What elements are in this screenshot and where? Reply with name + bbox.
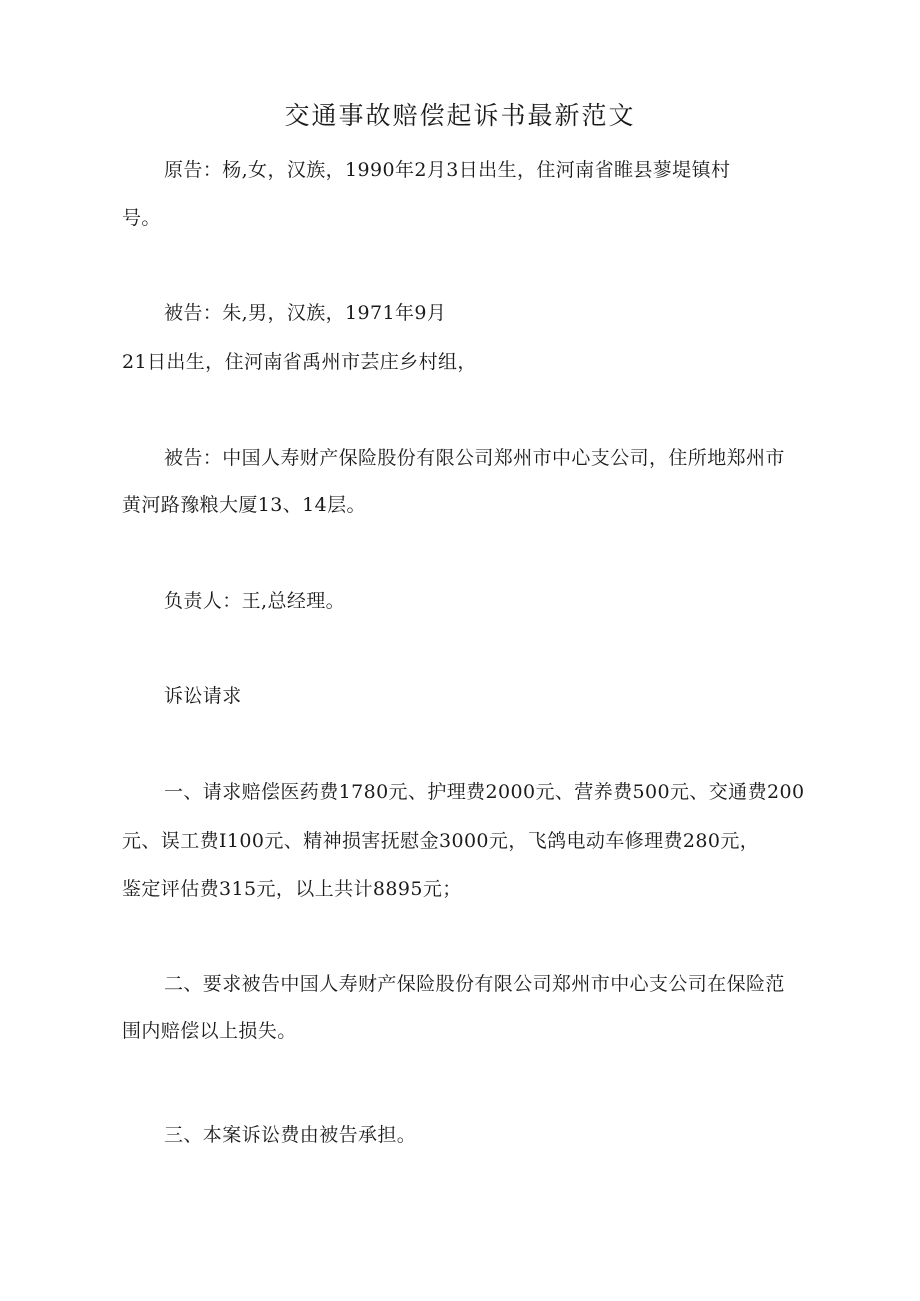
defendant-1-line-2: 21日出生，住河南省禹州市芸庄乡村组，	[122, 351, 477, 373]
defendant-2-line-1: 被告：中国人寿财产保险股份有限公司郑州市中心支公司，住所地郑州市	[164, 447, 785, 469]
claims-heading: 诉讼请求	[164, 685, 242, 707]
defendant-1-line-1: 被告：朱,男，汉族，1971年9月	[164, 302, 447, 324]
claim-2-line-2: 围内赔偿以上损失。	[122, 1020, 297, 1042]
claim-1-line-1: 一、请求赔偿医药费1780元、护理费2000元、营养费500元、交通费200	[164, 781, 805, 803]
plaintiff-line-2: 号。	[122, 207, 161, 229]
defendant-2-line-2: 黄河路豫粮大厦13、14层。	[122, 494, 366, 516]
claim-1-line-3: 鉴定评估费315元，以上共计8895元；	[122, 878, 462, 900]
claim-2-line-1: 二、要求被告中国人寿财产保险股份有限公司郑州市中心支公司在保险范	[164, 973, 785, 995]
responsible-person-line: 负责人：王,总经理。	[164, 590, 346, 612]
document-title: 交通事故赔偿起诉书最新范文	[284, 101, 636, 130]
claim-3-line: 三、本案诉讼费由被告承担。	[164, 1124, 417, 1146]
claim-1-line-2: 元、误工费I100元、精神损害抚慰金3000元，飞鸽电动车修理费280元，	[122, 830, 760, 852]
plaintiff-line-1: 原告：杨,女，汉族，1990年2月3日出生，住河南省睢县蓼堤镇村	[164, 159, 731, 181]
